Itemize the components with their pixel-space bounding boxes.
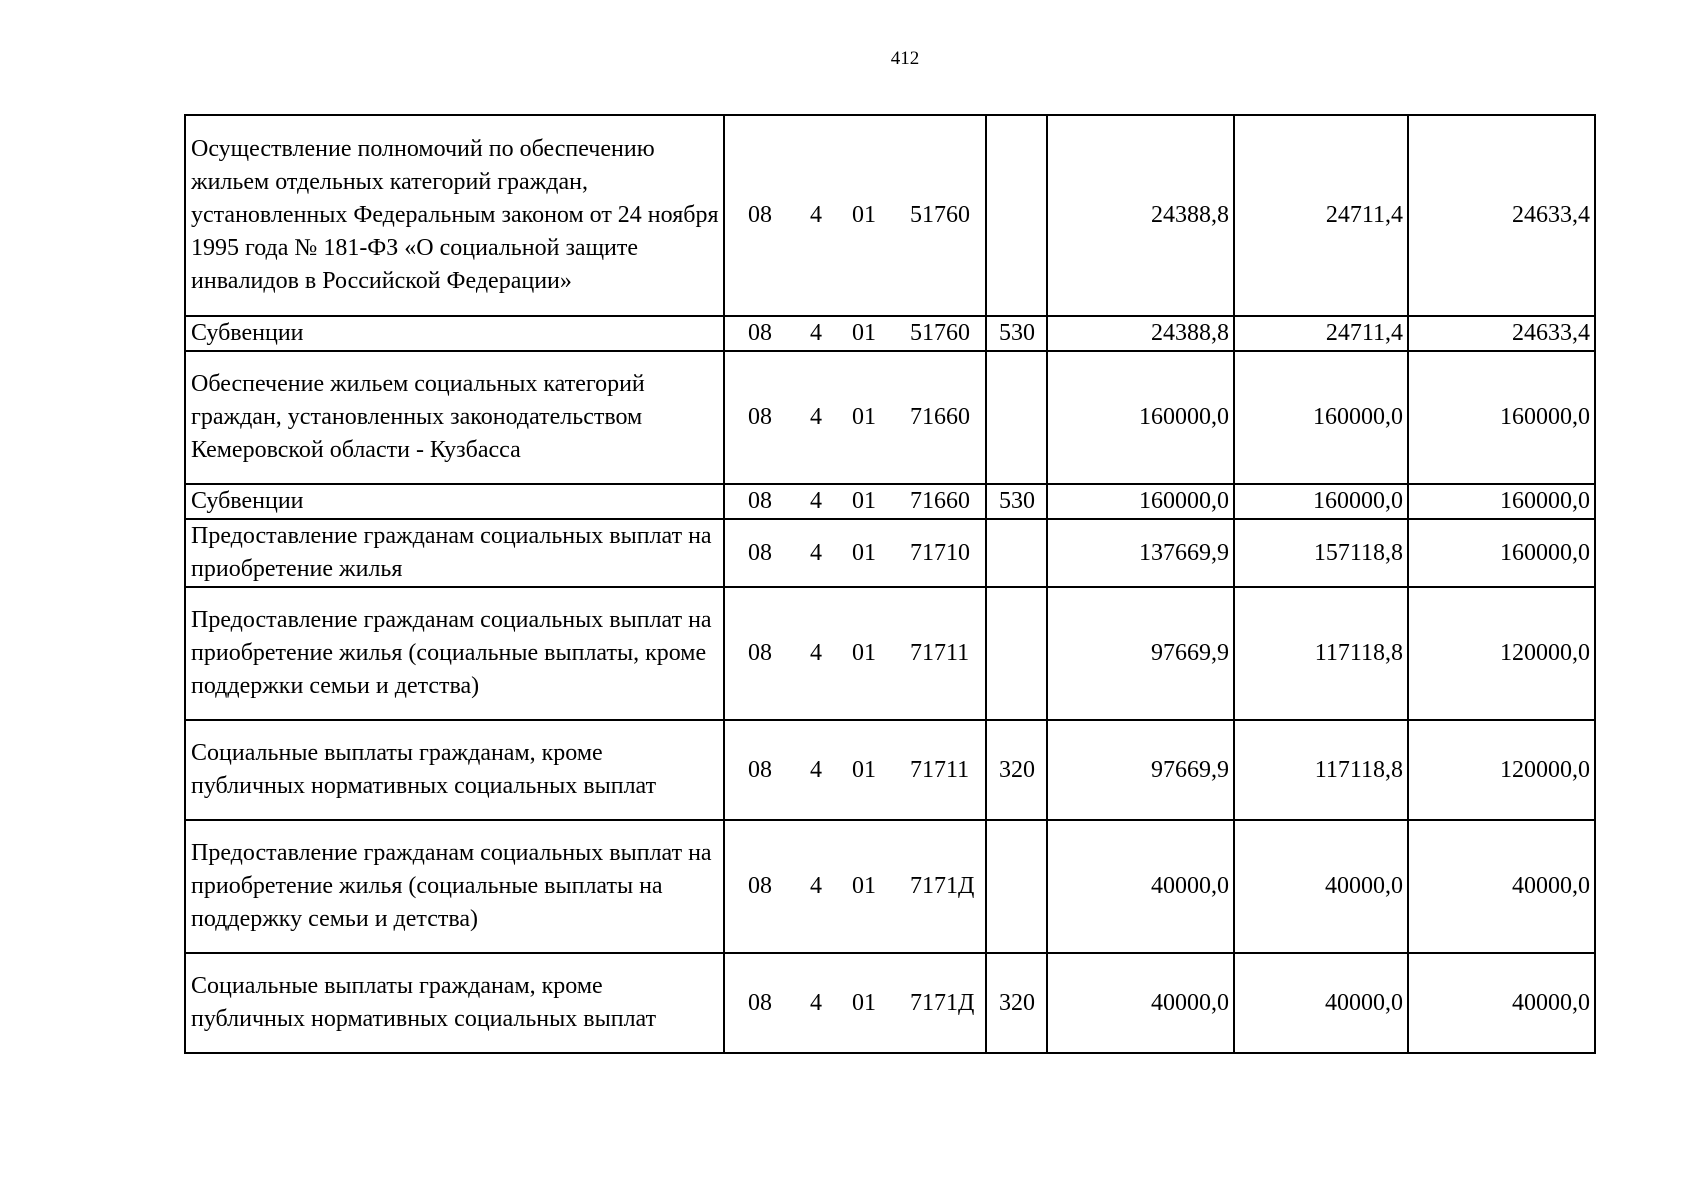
amount-year-1: 40000,0 [1047,953,1234,1053]
amount-year-3: 160000,0 [1408,484,1595,519]
section-code: 08 [748,640,772,666]
subsection-code: 4 [810,989,822,1016]
classification-codes [724,484,986,519]
expense-type-code: 320 [986,953,1047,1053]
direction-code: 7171Д [910,873,975,899]
classification-codes [724,115,986,316]
section-code: 08 [748,488,772,514]
row-description: Обеспечение жильем социальных категорий граждан, установленных законодательством Кемеровской области - Кузбасса [185,351,724,484]
expense-type-code [986,115,1047,316]
subsection-code: 4 [810,488,822,514]
table-row [185,519,1595,587]
amount-year-1: 24388,8 [1047,316,1234,351]
program-code: 01 [852,873,876,899]
subsection-code: 4 [810,873,822,899]
amount-year-3: 40000,0 [1408,953,1595,1053]
expense-type-code [986,519,1047,587]
program-code: 01 [852,404,876,430]
amount-year-1: 160000,0 [1047,484,1234,519]
program-code: 01 [852,320,876,346]
expense-type-code: 530 [986,316,1047,351]
program-code: 01 [852,756,876,783]
direction-code: 71710 [910,539,970,566]
section-code: 08 [748,989,772,1016]
table-row [185,115,1595,316]
amount-year-1: 137669,9 [1047,519,1234,587]
classification-codes [724,720,986,820]
table-row [185,351,1595,484]
subsection-code: 4 [810,404,822,430]
amount-year-3: 24633,4 [1408,316,1595,351]
amount-year-3: 120000,0 [1408,720,1595,820]
direction-code: 71660 [910,488,970,514]
classification-codes [724,587,986,720]
amount-year-1: 160000,0 [1047,351,1234,484]
table-row [185,953,1595,1053]
amount-year-1: 97669,9 [1047,587,1234,720]
amount-year-3: 40000,0 [1408,820,1595,953]
section-code: 08 [748,539,772,566]
section-code: 08 [748,404,772,430]
amount-year-1: 40000,0 [1047,820,1234,953]
section-code: 08 [748,756,772,783]
table-row [185,484,1595,519]
direction-code: 71660 [910,404,970,430]
program-code: 01 [852,640,876,666]
amount-year-2: 117118,8 [1234,720,1408,820]
subsection-code: 4 [810,320,822,346]
table-row [185,587,1595,720]
page-number: 412 [890,48,920,69]
program-code: 01 [852,989,876,1016]
table-row [185,720,1595,820]
program-code: 01 [852,539,876,566]
row-description: Предоставление гражданам социальных выплат на приобретение жилья (социальные выплаты, кроме поддержки семьи и детства) [185,587,724,720]
expense-type-code [986,820,1047,953]
row-description: Субвенции [185,316,724,351]
amount-year-3: 160000,0 [1408,351,1595,484]
direction-code: 7171Д [910,989,975,1016]
subsection-code: 4 [810,756,822,783]
amount-year-2: 117118,8 [1234,587,1408,720]
section-code: 08 [748,202,772,228]
amount-year-3: 24633,4 [1408,115,1595,316]
amount-year-3: 160000,0 [1408,519,1595,587]
classification-codes [724,519,986,587]
section-code: 08 [748,873,772,899]
direction-code: 51760 [910,320,970,346]
row-description: Социальные выплаты гражданам, кроме публичных нормативных социальных выплат [185,953,724,1053]
table-row [185,820,1595,953]
row-description: Осуществление полномочий по обеспечению жильем отдельных категорий граждан, установленных Федеральным законом от 24 ноября 1995 года № 181-ФЗ «О социальной защите инвалидов в Российской Федерации» [185,115,724,316]
classification-codes [724,351,986,484]
amount-year-1: 24388,8 [1047,115,1234,316]
budget-table [184,114,1596,1054]
amount-year-2: 40000,0 [1234,820,1408,953]
amount-year-2: 160000,0 [1234,484,1408,519]
amount-year-2: 24711,4 [1234,316,1408,351]
row-description: Предоставление гражданам социальных выплат на приобретение жилья (социальные выплаты на поддержку семьи и детства) [185,820,724,953]
subsection-code: 4 [810,640,822,666]
amount-year-2: 40000,0 [1234,953,1408,1053]
direction-code: 71711 [910,756,970,783]
program-code: 01 [852,202,876,228]
amount-year-3: 120000,0 [1408,587,1595,720]
expense-type-code [986,587,1047,720]
amount-year-1: 97669,9 [1047,720,1234,820]
direction-code: 71711 [910,640,970,666]
amount-year-2: 157118,8 [1234,519,1408,587]
classification-codes [724,953,986,1053]
direction-code: 51760 [910,202,970,228]
table-row [185,316,1595,351]
expense-type-code: 530 [986,484,1047,519]
classification-codes [724,316,986,351]
amount-year-2: 24711,4 [1234,115,1408,316]
subsection-code: 4 [810,202,822,228]
section-code: 08 [748,320,772,346]
classification-codes [724,820,986,953]
row-description: Субвенции [185,484,724,519]
row-description: Социальные выплаты гражданам, кроме публичных нормативных социальных выплат [185,720,724,820]
program-code: 01 [852,488,876,514]
subsection-code: 4 [810,539,822,566]
expense-type-code: 320 [986,720,1047,820]
amount-year-2: 160000,0 [1234,351,1408,484]
expense-type-code [986,351,1047,484]
row-description: Предоставление гражданам социальных выплат на приобретение жилья [185,519,724,587]
